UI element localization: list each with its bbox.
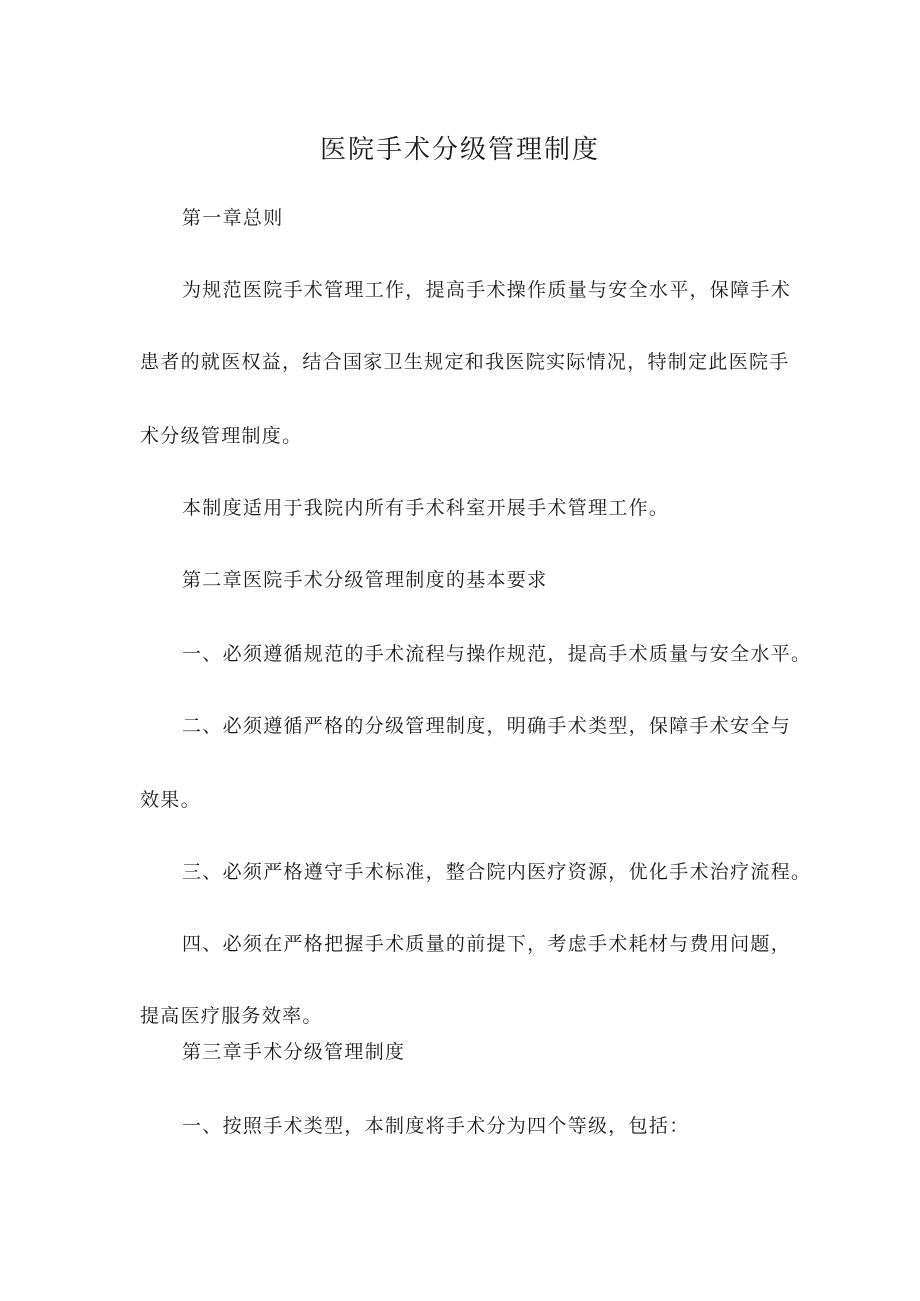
paragraph-line: 三、必须严格遵守手术标准，整合院内医疗资源，优化手术治疗流程。 bbox=[182, 861, 812, 883]
document-title: 医院手术分级管理制度 bbox=[319, 135, 600, 165]
paragraph-line: 一、必须遵循规范的手术流程与操作规范，提高手术质量与安全水平。 bbox=[182, 643, 812, 665]
paragraph-line: 本制度适用于我院内所有手术科室开展手术管理工作。 bbox=[182, 497, 670, 519]
chapter-1-heading: 第一章总则 bbox=[182, 207, 284, 229]
paragraph-line: 效果。 bbox=[140, 789, 201, 811]
chapter-3-heading: 第三章手术分级管理制度 bbox=[182, 1041, 406, 1063]
paragraph-line: 四、必须在严格把握手术质量的前提下，考虑手术耗材与费用问题， bbox=[182, 933, 792, 955]
paragraph-line: 一、按照手术类型，本制度将手术分为四个等级，包括： bbox=[182, 1115, 690, 1137]
paragraph-line: 二、必须遵循严格的分级管理制度，明确手术类型，保障手术安全与 bbox=[182, 715, 792, 737]
paragraph-line: 为规范医院手术管理工作，提高手术操作质量与安全水平，保障手术 bbox=[182, 279, 792, 301]
paragraph-line: 患者的就医权益，结合国家卫生规定和我医院实际情况，特制定此医院手 bbox=[140, 351, 790, 373]
paragraph-line: 术分级管理制度。 bbox=[140, 425, 303, 447]
paragraph-line: 提高医疗服务效率。 bbox=[140, 1005, 323, 1027]
chapter-2-heading: 第二章医院手术分级管理制度的基本要求 bbox=[182, 569, 548, 591]
